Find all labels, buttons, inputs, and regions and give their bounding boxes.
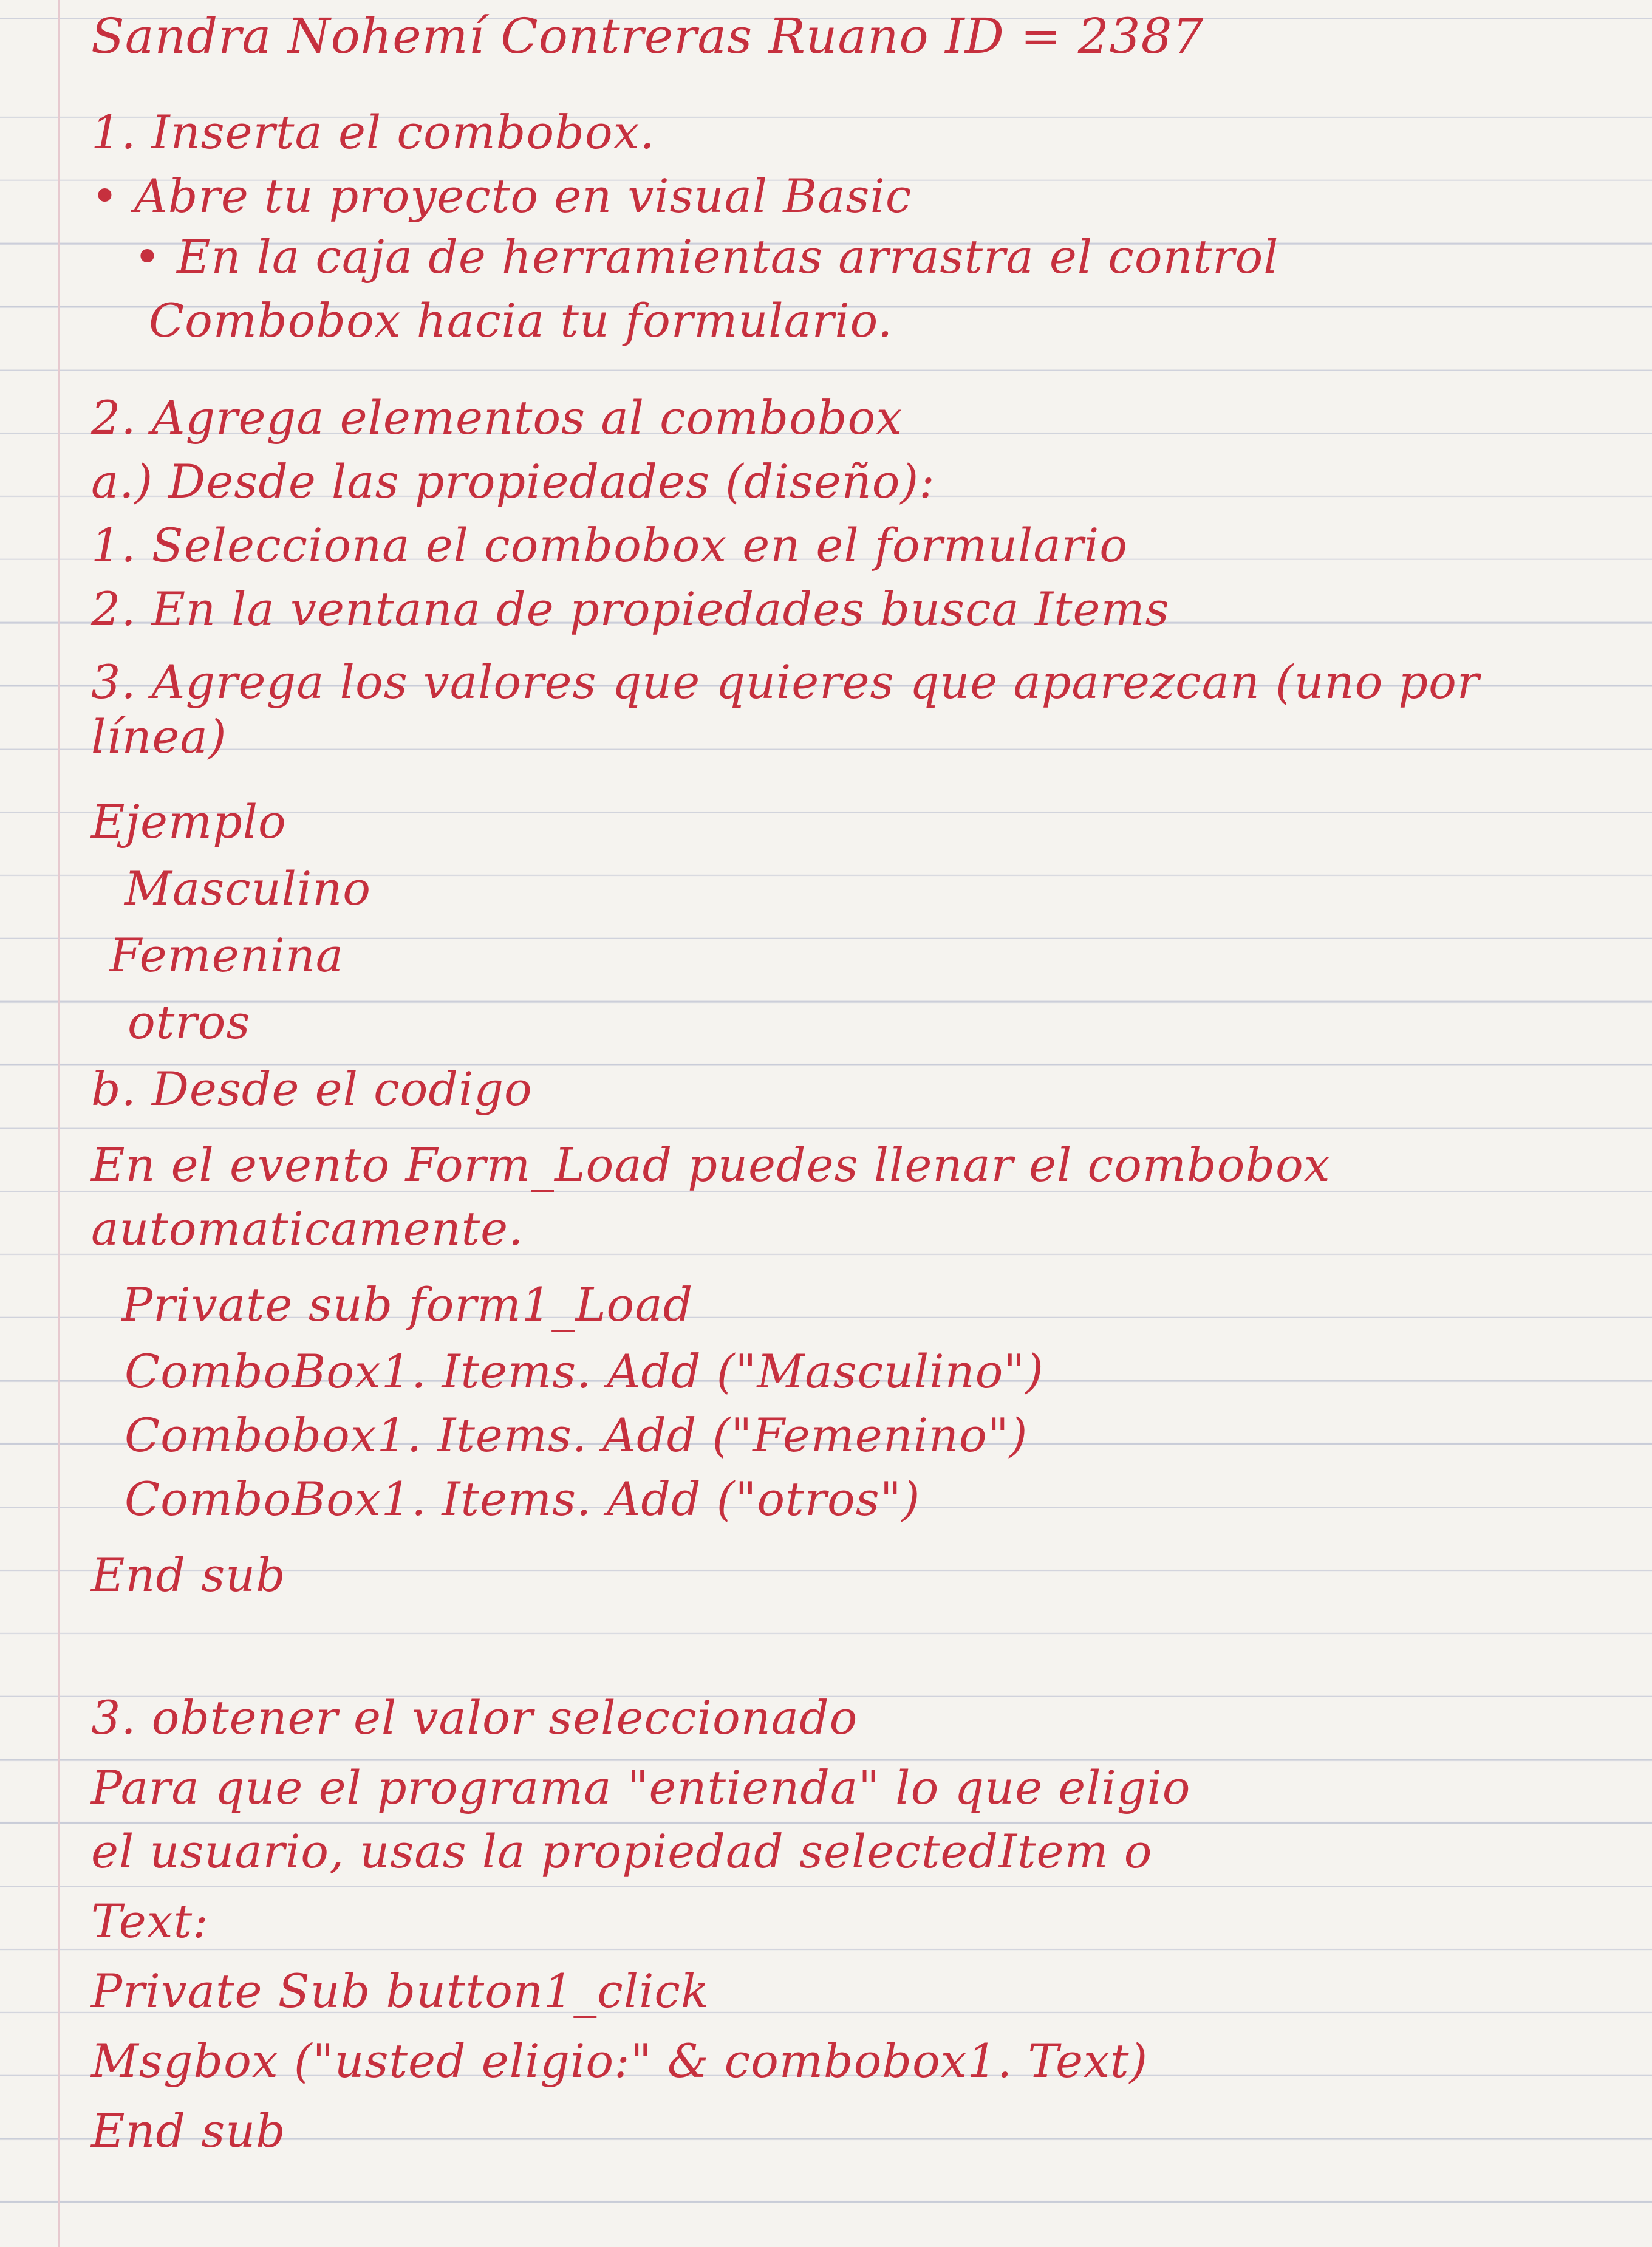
example-item-2: Femenina (109, 928, 344, 982)
bullet-toolbox: • En la caja de herramientas arrastra el control (134, 230, 1279, 284)
step-3-text-cont: el usuario, usas la propiedad selectedItem o (91, 1824, 1153, 1878)
step-3-text: Para que el programa "entienda" lo que eligio (91, 1760, 1191, 1814)
form-load-text-cont: automaticamente. (91, 1202, 524, 1256)
substep-a-3: 3. Agrega los valores que quieres que aparezcan (uno por (91, 655, 1480, 709)
code-end-sub-1: End sub (91, 1548, 286, 1602)
substep-a-1: 1. Selecciona el combobox en el formulario (91, 518, 1128, 572)
code-sub-form-load: Private sub form1_Load (121, 1277, 694, 1332)
step-2-heading: 2. Agrega elementos al combobox (91, 391, 903, 445)
substep-a-heading: a.) Desde las propiedades (diseño): (91, 454, 935, 508)
example-heading: Ejemplo (91, 795, 287, 849)
substep-a-2: 2. En la ventana de propiedades busca Items (91, 582, 1170, 636)
bullet-toolbox-cont: Combobox hacia tu formulario. (149, 293, 893, 347)
example-item-3: otros (128, 995, 251, 1049)
code-end-sub-2: End sub (91, 2104, 286, 2158)
example-item-1: Masculino (125, 861, 371, 915)
step-3-heading: 3. obtener el valor seleccionado (91, 1691, 858, 1745)
code-msgbox: Msgbox ("usted eligio:" & combobox1. Text) (91, 2034, 1149, 2088)
code-sub-button-click: Private Sub button1_click (91, 1964, 710, 2018)
code-add-otros: ComboBox1. Items. Add ("otros") (125, 1472, 921, 1526)
code-add-masculino: ComboBox1. Items. Add ("Masculino") (125, 1344, 1044, 1398)
step-1-heading: 1. Inserta el combobox. (91, 105, 655, 159)
code-add-femenino: Combobox1. Items. Add ("Femenino") (125, 1408, 1028, 1462)
student-name-header: Sandra Nohemí Contreras Ruano ID = 2387 (91, 8, 1204, 64)
step-3-text-end: Text: (91, 1894, 209, 1948)
substep-b-heading: b. Desde el codigo (91, 1062, 533, 1116)
margin-line (58, 0, 60, 2247)
substep-a-3-cont: línea) (91, 710, 227, 764)
form-load-text: En el evento Form_Load puedes llenar el combobox (91, 1138, 1331, 1192)
bullet-open-project: • Abre tu proyecto en visual Basic (91, 169, 912, 223)
